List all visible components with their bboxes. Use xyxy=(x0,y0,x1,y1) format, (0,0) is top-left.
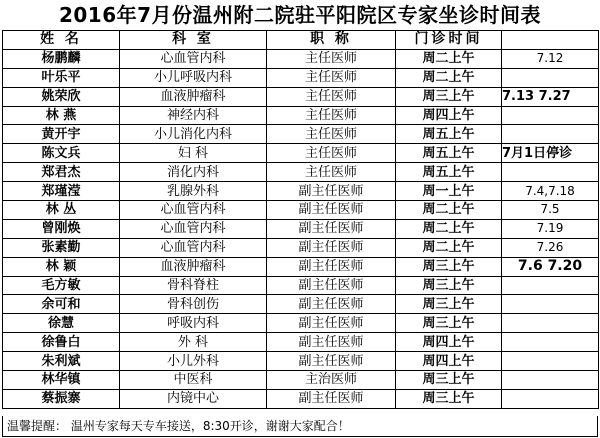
cell-rank: 主任医师 xyxy=(267,106,396,125)
cell-session: 周三上午 xyxy=(396,389,502,408)
cell-name: 徐鲁白 xyxy=(3,333,120,352)
cell-note xyxy=(502,314,599,333)
cell-dept: 心血管内科 xyxy=(120,219,267,238)
table-header-row xyxy=(3,31,599,50)
cell-session: 周三上午 xyxy=(396,295,502,314)
table-row xyxy=(3,314,599,333)
cell-name: 余可和 xyxy=(3,295,120,314)
cell-rank: 主任医师 xyxy=(267,68,396,87)
cell-dept: 神经内科 xyxy=(120,106,267,125)
cell-rank: 副主任医师 xyxy=(267,182,396,201)
cell-note: 7月1日停诊 xyxy=(502,144,599,163)
schedule-table xyxy=(2,30,599,409)
cell-session: 周二上午 xyxy=(396,201,502,220)
table-row xyxy=(3,238,599,257)
table-row xyxy=(3,201,599,220)
cell-session: 周一上午 xyxy=(396,182,502,201)
cell-name: 林 丛 xyxy=(3,201,120,220)
table-row xyxy=(3,389,599,408)
cell-dept: 小儿呼吸内科 xyxy=(120,68,267,87)
cell-session: 周二上午 xyxy=(396,49,502,68)
cell-note xyxy=(502,125,599,144)
cell-rank: 副主任医师 xyxy=(267,201,396,220)
cell-session: 周四上午 xyxy=(396,106,502,125)
cell-dept: 骨科创伤 xyxy=(120,295,267,314)
cell-dept: 妇 科 xyxy=(120,144,267,163)
table-row xyxy=(3,352,599,371)
cell-note: 7.13 7.27 xyxy=(502,87,599,106)
cell-note xyxy=(502,276,599,295)
cell-rank: 副主任医师 xyxy=(267,333,396,352)
cell-note xyxy=(502,163,599,182)
cell-rank: 副主任医师 xyxy=(267,238,396,257)
cell-name: 叶乐平 xyxy=(3,68,120,87)
table-row xyxy=(3,219,599,238)
header-rank: 职 称 xyxy=(267,31,396,50)
cell-rank: 主任医师 xyxy=(267,163,396,182)
cell-rank: 主治医师 xyxy=(267,371,396,390)
cell-name: 郑君杰 xyxy=(3,163,120,182)
cell-note xyxy=(502,389,599,408)
cell-rank: 副主任医师 xyxy=(267,314,396,333)
cell-name: 林 燕 xyxy=(3,106,120,125)
cell-dept: 骨科脊柱 xyxy=(120,276,267,295)
header-note xyxy=(502,31,599,50)
cell-name: 徐慧 xyxy=(3,314,120,333)
cell-rank: 副主任医师 xyxy=(267,276,396,295)
table-row xyxy=(3,333,599,352)
cell-dept: 中医科 xyxy=(120,371,267,390)
cell-name: 林华镇 xyxy=(3,371,120,390)
cell-name: 朱利斌 xyxy=(3,352,120,371)
cell-note xyxy=(502,352,599,371)
cell-note: 7.4,7.18 xyxy=(502,182,599,201)
table-row xyxy=(3,68,599,87)
cell-dept: 心血管内科 xyxy=(120,201,267,220)
cell-note xyxy=(502,295,599,314)
table-row xyxy=(3,106,599,125)
cell-session: 周三上午 xyxy=(396,276,502,295)
cell-name: 郑瑾滢 xyxy=(3,182,120,201)
header-name: 姓 名 xyxy=(3,31,120,50)
table-row xyxy=(3,257,599,276)
cell-session: 周五上午 xyxy=(396,125,502,144)
cell-name: 蔡振寨 xyxy=(3,389,120,408)
cell-name: 黄开宇 xyxy=(3,125,120,144)
cell-note xyxy=(502,371,599,390)
cell-dept: 血液肿瘤科 xyxy=(120,257,267,276)
cell-name: 林 颖 xyxy=(3,257,120,276)
cell-name: 曾刚焕 xyxy=(3,219,120,238)
cell-note xyxy=(502,333,599,352)
cell-name: 杨鹏麟 xyxy=(3,49,120,68)
cell-rank: 主任医师 xyxy=(267,144,396,163)
cell-dept: 外 科 xyxy=(120,333,267,352)
cell-dept: 心血管内科 xyxy=(120,49,267,68)
table-row xyxy=(3,144,599,163)
cell-name: 毛方敏 xyxy=(3,276,120,295)
cell-dept: 血液肿瘤科 xyxy=(120,87,267,106)
cell-session: 周三上午 xyxy=(396,371,502,390)
page-title: 2016年7月份温州附二院驻平阳院区专家坐诊时间表 xyxy=(58,3,542,27)
cell-rank: 副主任医师 xyxy=(267,219,396,238)
cell-dept: 内镜中心 xyxy=(120,389,267,408)
cell-dept: 小儿消化内科 xyxy=(120,125,267,144)
cell-session: 周五上午 xyxy=(396,144,502,163)
cell-session: 周二上午 xyxy=(396,238,502,257)
table-row xyxy=(3,276,599,295)
cell-dept: 消化内科 xyxy=(120,163,267,182)
cell-session: 周四上午 xyxy=(396,333,502,352)
cell-session: 周五上午 xyxy=(396,163,502,182)
cell-rank: 副主任医师 xyxy=(267,295,396,314)
cell-note: 7.5 xyxy=(502,201,599,220)
cell-session: 周二上午 xyxy=(396,219,502,238)
table-row xyxy=(3,163,599,182)
cell-rank: 副主任医师 xyxy=(267,389,396,408)
cell-name: 陈文兵 xyxy=(3,144,120,163)
cell-rank: 主任医师 xyxy=(267,125,396,144)
cell-name: 姚荣欣 xyxy=(3,87,120,106)
cell-rank: 主任医师 xyxy=(267,49,396,68)
cell-session: 周三上午 xyxy=(396,257,502,276)
cell-rank: 副主任医师 xyxy=(267,352,396,371)
cell-name: 张素勤 xyxy=(3,238,120,257)
table-row xyxy=(3,182,599,201)
footer-reminder: 温馨提醒： 温州专家每天专车接送，8:30开诊，谢谢大家配合！ xyxy=(2,416,598,437)
cell-session: 周三上午 xyxy=(396,87,502,106)
cell-note: 7.6 7.20 xyxy=(502,257,599,276)
table-row xyxy=(3,87,599,106)
cell-session: 周二上午 xyxy=(396,68,502,87)
cell-dept: 呼吸内科 xyxy=(120,314,267,333)
header-dept: 科 室 xyxy=(120,31,267,50)
cell-rank: 副主任医师 xyxy=(267,257,396,276)
table-row xyxy=(3,49,599,68)
cell-note xyxy=(502,68,599,87)
cell-note xyxy=(502,106,599,125)
cell-session: 周四上午 xyxy=(396,352,502,371)
table-row xyxy=(3,371,599,390)
cell-session: 周三上午 xyxy=(396,314,502,333)
table-row xyxy=(3,295,599,314)
table-row xyxy=(3,125,599,144)
cell-note: 7.26 xyxy=(502,238,599,257)
cell-dept: 乳腺外科 xyxy=(120,182,267,201)
cell-dept: 心血管内科 xyxy=(120,238,267,257)
cell-rank: 主任医师 xyxy=(267,87,396,106)
cell-note: 7.12 xyxy=(502,49,599,68)
header-session: 门诊时间 xyxy=(396,31,502,50)
table-body xyxy=(3,49,599,408)
cell-note: 7.19 xyxy=(502,219,599,238)
cell-dept: 小儿外科 xyxy=(120,352,267,371)
